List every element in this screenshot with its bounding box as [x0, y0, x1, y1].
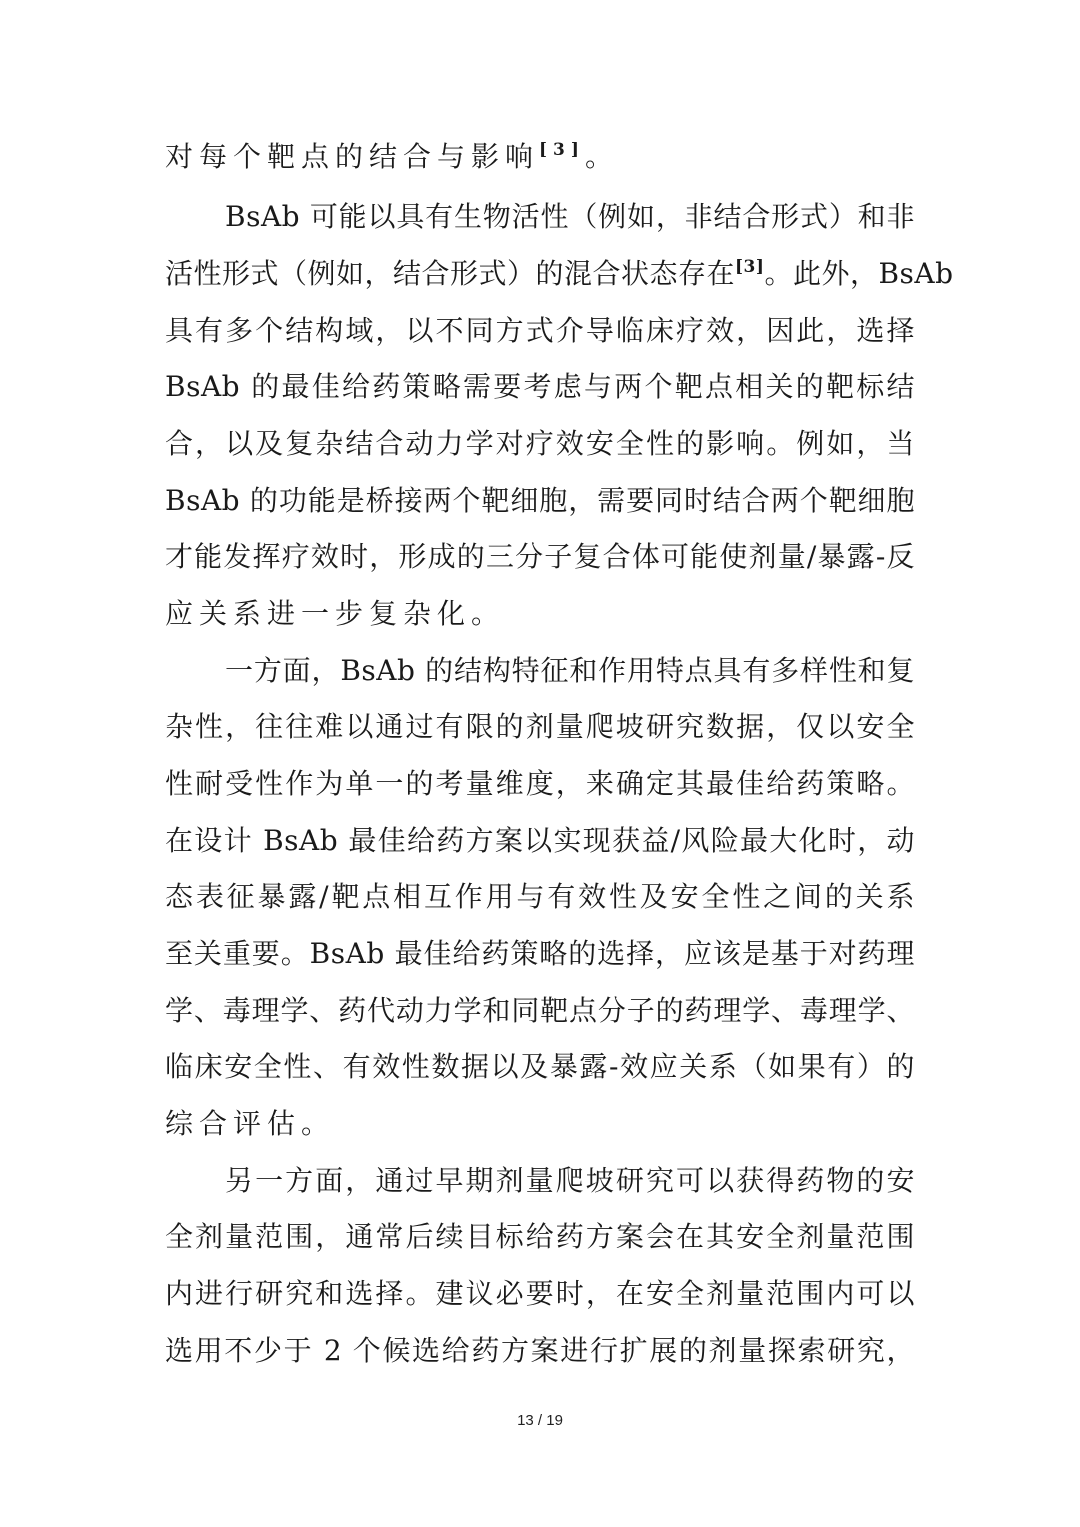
paragraph-first-line: 一方面，BsAb 的结构特征和作用特点具有多样性和复: [225, 654, 915, 687]
citation-ref: [3]: [735, 257, 765, 277]
text-line: 合，以及复杂结合动力学对疗效安全性的影响。例如，当: [165, 427, 915, 460]
text-line: 才能发挥疗效时，形成的三分子复合体可能使剂量/暴露-反: [165, 540, 915, 573]
citation-ref: [3]: [539, 140, 585, 160]
paragraph-first-line: 另一方面，通过早期剂量爬坡研究可以获得药物的安: [225, 1164, 915, 1197]
text-line: 对每个靶点的结合与影响[3]。: [165, 140, 619, 173]
text-line: 全剂量范围，通常后续目标给药方案会在其安全剂量范围: [165, 1220, 915, 1253]
text-line: 选用不少于 2 个候选给药方案进行扩展的剂量探索研究，: [165, 1334, 915, 1367]
text-line: 临床安全性、有效性数据以及暴露-效应关系（如果有）的: [165, 1050, 915, 1083]
text-line: 至关重要。BsAb 最佳给药策略的选择，应该是基于对药理: [165, 937, 915, 970]
text-line: 在设计 BsAb 最佳给药方案以实现获益/风险最大化时，动: [165, 824, 915, 857]
text-line: 内进行研究和选择。建议必要时，在安全剂量范围内可以: [165, 1277, 915, 1310]
paragraph-first-line: BsAb 可能以具有生物活性（例如，非结合形式）和非: [225, 200, 915, 233]
text-line: BsAb 的最佳给药策略需要考虑与两个靶点相关的靶标结: [165, 370, 915, 403]
text-line: 应关系进一步复杂化。: [165, 597, 506, 630]
text-line: 综合评估。: [165, 1107, 336, 1140]
text-line: 具有多个结构域，以不同方式介导临床疗效，因此，选择: [165, 314, 915, 347]
text-line: 杂性，往往难以通过有限的剂量爬坡研究数据，仅以安全: [165, 710, 915, 743]
text-line: 性耐受性作为单一的考量维度，来确定其最佳给药策略。: [165, 767, 915, 800]
page-number: 13 / 19: [517, 1412, 563, 1429]
text-line: BsAb 的功能是桥接两个靶细胞，需要同时结合两个靶细胞: [165, 484, 915, 517]
text-line: 态表征暴露/靶点相互作用与有效性及安全性之间的关系: [165, 880, 915, 913]
text-line: 学、毒理学、药代动力学和同靶点分子的药理学、毒理学、: [165, 994, 915, 1027]
text-line: 活性形式（例如，结合形式）的混合状态存在[3]。此外，BsAb: [165, 257, 954, 290]
